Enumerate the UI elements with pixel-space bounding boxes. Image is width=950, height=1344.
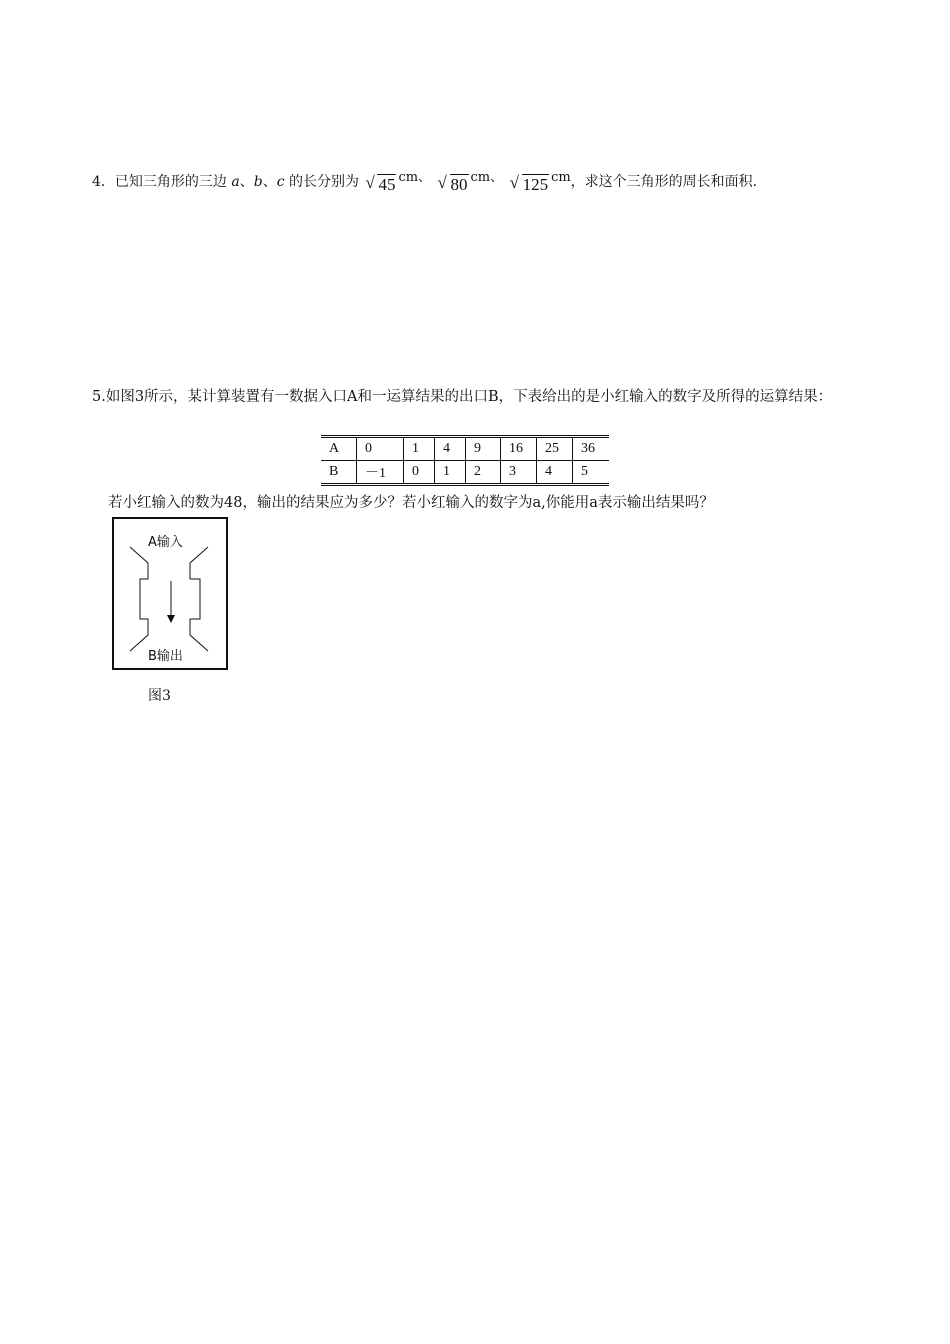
table-row-b <box>321 461 609 485</box>
sqrt-45: √ 45 <box>365 173 396 194</box>
right-wall <box>190 547 208 651</box>
table-cell: 4 <box>435 437 466 461</box>
table-cell: 4 <box>537 461 573 485</box>
table-cell: 36 <box>573 437 610 461</box>
table-row-a <box>321 437 609 461</box>
q4-sep1: 、 <box>239 174 254 190</box>
side-c: c <box>276 174 285 190</box>
sqrt-125: √ 125 <box>509 173 549 194</box>
question-4 <box>92 168 757 195</box>
table-cell: B <box>321 461 357 485</box>
output-label: B输出 <box>148 649 183 664</box>
table-cell: 1 <box>404 437 435 461</box>
values-table <box>321 435 609 486</box>
q4-lead: 4．已知三角形的三边 <box>92 174 232 190</box>
radicand-125: 125 <box>522 175 549 194</box>
table-cell: 0 <box>404 461 435 485</box>
table-cell: 0 <box>357 437 404 461</box>
figure-caption: 图3 <box>148 688 171 704</box>
table-cell: 16 <box>501 437 537 461</box>
table-cell: 9 <box>466 437 501 461</box>
unit-2: cm、 <box>470 170 504 185</box>
radicand-80: 80 <box>450 175 468 194</box>
table-cell: 2 <box>466 461 501 485</box>
question-5-prompt: 若小红输入的数为48，输出的结果应为多少？若小红输入的数字为a,你能用a表示输出结果吗？ <box>108 495 714 511</box>
unit-1: cm、 <box>398 170 432 185</box>
table-cell: 5 <box>581 464 588 479</box>
unit-3: cm <box>551 170 571 185</box>
flow-arrow-head <box>167 615 175 623</box>
q4-mid: 的长分别为 <box>284 174 359 190</box>
side-b: b <box>253 174 263 190</box>
q4-sep2: 、 <box>262 174 277 190</box>
input-label: A输入 <box>148 535 183 550</box>
question-5: 5.如图3所示，某计算装置有一数据入口A和一运算结果的出口B，下表给出的是小红输入的数字及所得的运算结果： <box>92 389 833 405</box>
sqrt-80: √ 80 <box>437 173 468 194</box>
radicand-45: 45 <box>378 175 396 194</box>
table-cell: 3 <box>501 461 537 485</box>
left-wall <box>130 547 148 651</box>
table-cell: 25 <box>537 437 573 461</box>
table-cell: A <box>321 437 357 461</box>
q4-tail: ，求这个三角形的周长和面积. <box>570 174 758 190</box>
table-cell: －1 <box>357 461 404 485</box>
table-cell: 1 <box>435 461 466 485</box>
device-figure <box>112 517 228 670</box>
side-a: a <box>231 174 240 190</box>
